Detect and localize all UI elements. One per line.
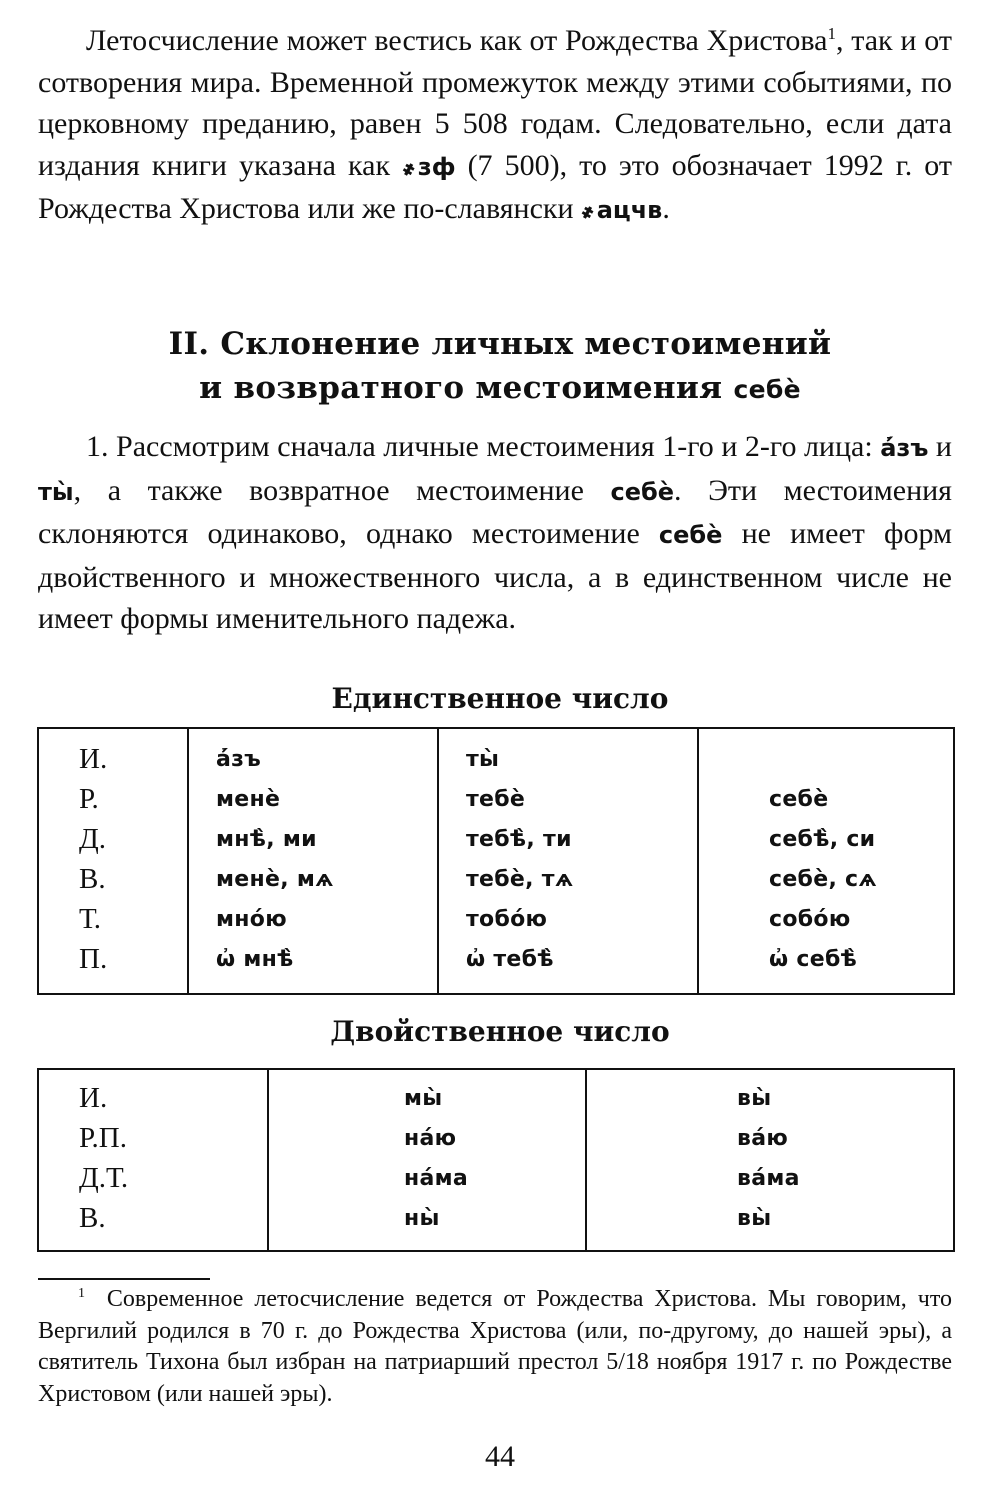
table-row bbox=[38, 1158, 954, 1198]
case-label: П. bbox=[38, 939, 188, 994]
intro-text-4: . bbox=[662, 192, 670, 225]
form-second-person: ты̀ bbox=[438, 728, 698, 779]
case-label: В. bbox=[38, 859, 188, 899]
table-row bbox=[38, 899, 954, 939]
case-label: Т. bbox=[38, 899, 188, 939]
footnote-text: Современное летосчисление ведется от Рождества Христова. Мы говорим, что Вергилий родился в 70 г. до Рождества Христова (или, по-другому, до нашей эры), а святитель Тихона был избран на патриарший престол 5/18 ноября 1917 г. по Рождестве Христовом (или нашей эры). bbox=[38, 1286, 953, 1407]
table-singular bbox=[37, 727, 955, 995]
paragraph-1 bbox=[38, 426, 952, 640]
table-dual-caption: Двойственное число bbox=[330, 1015, 670, 1048]
intro-paragraph bbox=[38, 20, 952, 232]
table-row bbox=[38, 1198, 954, 1251]
table-row bbox=[38, 1118, 954, 1158]
paragraph-1-text-4: . Эти местоимения склоняются одинаково, однако местоимение bbox=[38, 473, 952, 550]
form-first-person: а҆́зъ bbox=[188, 728, 438, 779]
form-second-person: вы̀ bbox=[586, 1198, 954, 1251]
section-title bbox=[0, 322, 1000, 412]
form-second-person: тебѐ bbox=[438, 779, 698, 819]
form-first-person: ны̀ bbox=[268, 1198, 586, 1251]
paragraph-1-text-2: и bbox=[928, 430, 952, 463]
case-label: В. bbox=[38, 1198, 268, 1251]
form-second-person: тебѣ̀, ти bbox=[438, 819, 698, 859]
paragraph-1-text-5: не имеет форм двойственного и множественного числа, а в единственном числе не имеет формы именительного падежа. bbox=[38, 517, 952, 635]
paragraph-1-text-3: , а также возвратное местоимение bbox=[73, 473, 611, 507]
footnote bbox=[38, 1284, 952, 1410]
form-reflexive: себѣ̀, си bbox=[698, 819, 954, 859]
intro-text-1: Летосчисление может вестись как от Рождества Христова bbox=[86, 24, 828, 57]
form-first-person: мы̀ bbox=[268, 1069, 586, 1118]
slavonic-word-az: а҆́зъ bbox=[880, 434, 929, 462]
form-first-person: ѡ҆ мнѣ̀ bbox=[188, 939, 438, 994]
paragraph-1-text-1: 1. Рассмотрим сначала личные местоимения 1-го и 2-го лица: bbox=[86, 430, 881, 463]
form-second-person: ѡ҆ тебѣ̀ bbox=[438, 939, 698, 994]
form-first-person: менѐ bbox=[188, 779, 438, 819]
table-row bbox=[38, 728, 954, 779]
form-second-person: тебѐ, тѧ bbox=[438, 859, 698, 899]
slavonic-word-sebe: себѐ bbox=[610, 477, 675, 506]
intro-text-2: , так и от сотворения мира. Временной промежуток между этими событиями, по церковному преданию, равен 5 508 годам. Следовательно, если дата издания книги указана как bbox=[38, 24, 952, 182]
page-number: 44 bbox=[485, 1440, 515, 1473]
case-label: И. bbox=[38, 1069, 268, 1118]
form-reflexive: собо́ю bbox=[698, 899, 954, 939]
intro-text-3: (7 500), то это обозначает 1992 г. от Рождества Христова или же по-славянски bbox=[38, 148, 952, 225]
form-first-person: менѐ, мѧ bbox=[188, 859, 438, 899]
case-label: Д. bbox=[38, 819, 188, 859]
form-reflexive: ѡ҆ себѣ̀ bbox=[698, 939, 954, 994]
table-row bbox=[38, 1069, 954, 1118]
footnote-reference: 1 bbox=[827, 24, 836, 43]
case-label: Р. bbox=[38, 779, 188, 819]
form-second-person: ва́ма bbox=[586, 1158, 954, 1198]
section-title-line-1: II. Склонение личных местоимений bbox=[168, 326, 832, 362]
case-label: Р.П. bbox=[38, 1118, 268, 1158]
table-dual bbox=[37, 1068, 955, 1252]
case-label: И. bbox=[38, 728, 188, 779]
section-title-line-2: и возвратного местоимения bbox=[199, 370, 723, 406]
case-label: Д.Т. bbox=[38, 1158, 268, 1198]
form-second-person: тобо́ю bbox=[438, 899, 698, 939]
form-reflexive: себѐ bbox=[698, 779, 954, 819]
form-reflexive: себѐ, сѧ bbox=[698, 859, 954, 899]
footnote-mark: 1 bbox=[78, 1286, 85, 1301]
slavonic-date-7500: ҂зф bbox=[402, 152, 456, 181]
form-first-person: мнѣ̀, ми bbox=[188, 819, 438, 859]
form-first-person: мно́ю bbox=[188, 899, 438, 939]
table-row bbox=[38, 859, 954, 899]
table-row bbox=[38, 939, 954, 994]
table-singular-caption: Единственное число bbox=[331, 682, 669, 715]
form-second-person: вы̀ bbox=[586, 1069, 954, 1118]
table-row bbox=[38, 779, 954, 819]
slavonic-word-ty: ты̀ bbox=[38, 477, 74, 506]
form-first-person: на́ю bbox=[268, 1118, 586, 1158]
footnote-divider bbox=[38, 1278, 210, 1280]
slavonic-word-sebe-2: себѐ bbox=[658, 521, 723, 549]
table-row bbox=[38, 819, 954, 859]
form-first-person: на́ма bbox=[268, 1158, 586, 1198]
form-second-person: ва́ю bbox=[586, 1118, 954, 1158]
form-reflexive bbox=[698, 728, 954, 779]
slavonic-date-1992: ҂ацчв bbox=[581, 196, 663, 224]
section-title-slavonic-word: себѐ bbox=[733, 375, 801, 404]
